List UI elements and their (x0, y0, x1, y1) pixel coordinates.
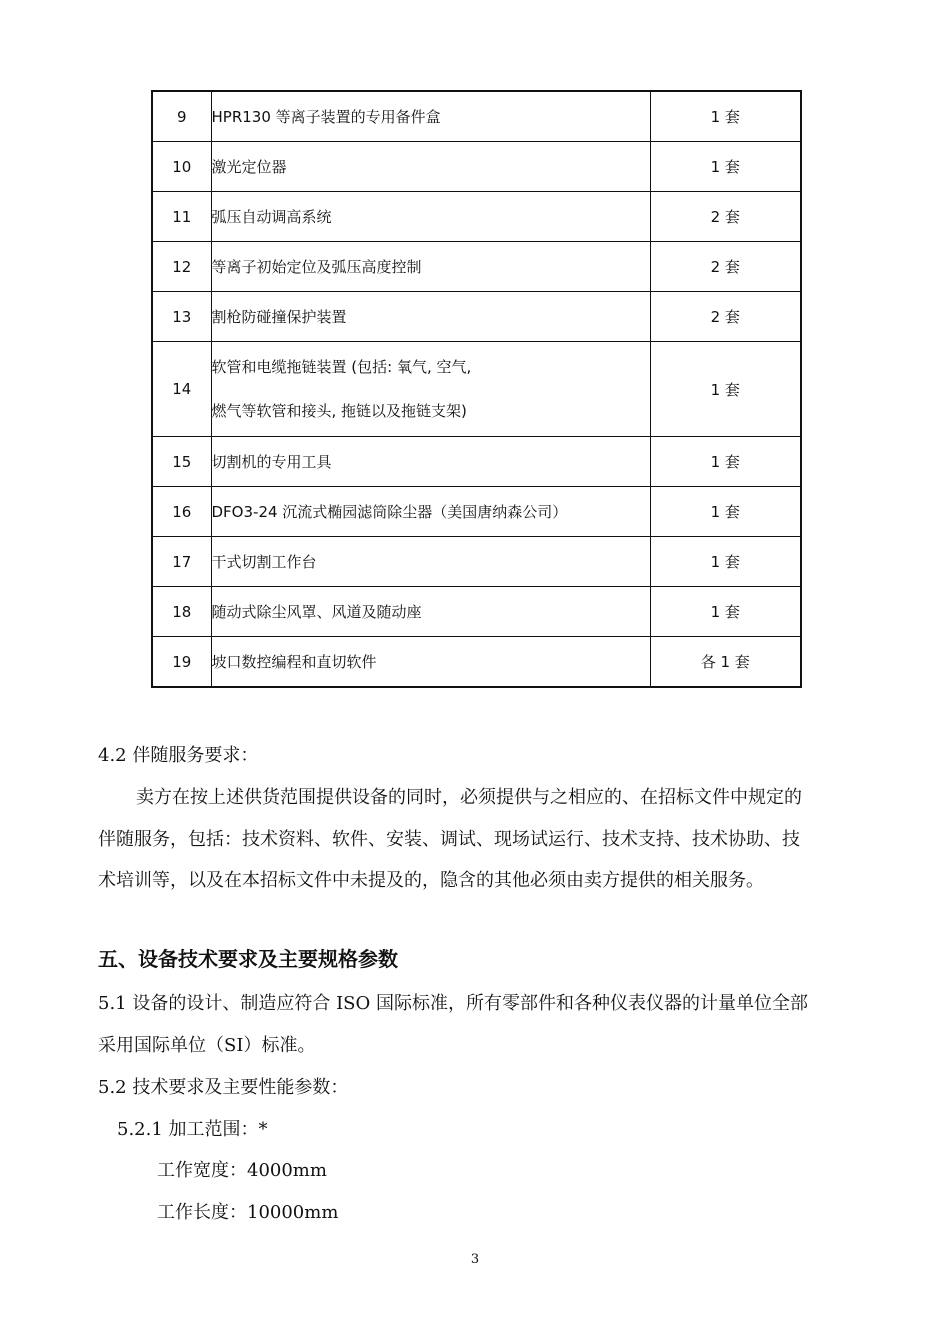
item-name (211, 437, 650, 487)
item-name (211, 637, 650, 688)
table-row (152, 537, 801, 587)
row-number: 11 (152, 192, 211, 242)
item-name-line: 干式切割工作台 (211, 552, 317, 571)
row-number: 19 (152, 637, 211, 688)
row-number: 10 (152, 142, 211, 192)
item-name (211, 91, 650, 142)
item-name-line: 激光定位器 (211, 157, 287, 176)
item-quantity: 1 套 (650, 91, 801, 142)
item-quantity: 2 套 (650, 242, 801, 292)
item-name (211, 142, 650, 192)
item-quantity: 1 套 (650, 537, 801, 587)
section-5-2-title: 5.2 技术要求及主要性能参数： (98, 1077, 349, 1098)
row-number: 17 (152, 537, 211, 587)
item-quantity: 各 1 套 (650, 637, 801, 688)
section-4-2-title: 4.2 伴随服务要求： (98, 745, 259, 766)
item-name-line: 等离子初始定位及弧压高度控制 (211, 257, 422, 276)
item-quantity: 1 套 (650, 487, 801, 537)
section-4-2-para-line-3: 术培训等，以及在本招标文件中未提及的，隐含的其他必须由卖方提供的相关服务。 (98, 870, 764, 891)
table-row (152, 242, 801, 292)
section-5-heading: 五、设备技术要求及主要规格参数 (98, 947, 398, 971)
item-quantity: 1 套 (650, 587, 801, 637)
item-name-line: HPR130 等离子装置的专用备件盒 (211, 107, 441, 126)
table-row (152, 587, 801, 637)
item-quantity: 2 套 (650, 192, 801, 242)
item-name-line: DFO3-24 沉流式椭园滤筒除尘器（美国唐纳森公司） (211, 502, 568, 521)
section-5-2-1-title: 5.2.1 加工范围：* (117, 1119, 268, 1140)
item-name (211, 342, 650, 437)
row-number: 14 (152, 342, 211, 437)
item-name-line: 燃气等软管和接头, 拖链以及拖链支架) (211, 402, 467, 420)
item-name (211, 242, 650, 292)
item-quantity: 1 套 (650, 142, 801, 192)
item-name (211, 537, 650, 587)
row-number: 13 (152, 292, 211, 342)
item-name-line: 切割机的专用工具 (211, 452, 332, 471)
item-name-line: 软管和电缆拖链装置 (包括: 氧气, 空气, (211, 358, 472, 376)
page-number: 3 (470, 1252, 480, 1267)
item-name-line: 坡口数控编程和直切软件 (211, 652, 377, 671)
row-number: 9 (152, 91, 211, 142)
work-width: 工作宽度：4000mm (157, 1160, 327, 1181)
item-name (211, 487, 650, 537)
row-number: 18 (152, 587, 211, 637)
table-row (152, 437, 801, 487)
work-length: 工作长度：10000mm (157, 1202, 339, 1223)
item-quantity: 1 套 (650, 437, 801, 487)
item-name-line: 弧压自动调高系统 (211, 207, 332, 226)
row-number: 16 (152, 487, 211, 537)
item-name (211, 292, 650, 342)
section-4-2-para-line-2: 伴随服务，包括：技术资料、软件、安装、调试、现场试运行、技术支持、技术协助、技 (98, 829, 800, 850)
item-name (211, 587, 650, 637)
table-row (152, 142, 801, 192)
table-row (152, 91, 801, 142)
row-number: 12 (152, 242, 211, 292)
section-5-1-line-1: 5.1 设备的设计、制造应符合 ISO 国际标准，所有零部件和各种仪表仪器的计量单位全部 (98, 993, 808, 1014)
item-name-line: 随动式除尘风罩、风道及随动座 (211, 602, 422, 621)
row-number: 15 (152, 437, 211, 487)
table-row (152, 487, 801, 537)
item-name (211, 192, 650, 242)
table-row (152, 292, 801, 342)
item-quantity: 1 套 (650, 342, 801, 437)
table-row (152, 342, 801, 437)
table-row (152, 192, 801, 242)
equipment-table (151, 90, 802, 688)
item-name-line: 割枪防碰撞保护装置 (211, 307, 347, 326)
section-5-1-line-2: 采用国际单位（SI）标准。 (98, 1035, 316, 1056)
table-row (152, 637, 801, 688)
item-quantity: 2 套 (650, 292, 801, 342)
section-4-2-para-line-1: 卖方在按上述供货范围提供设备的同时，必须提供与之相应的、在招标文件中规定的 (136, 787, 802, 808)
